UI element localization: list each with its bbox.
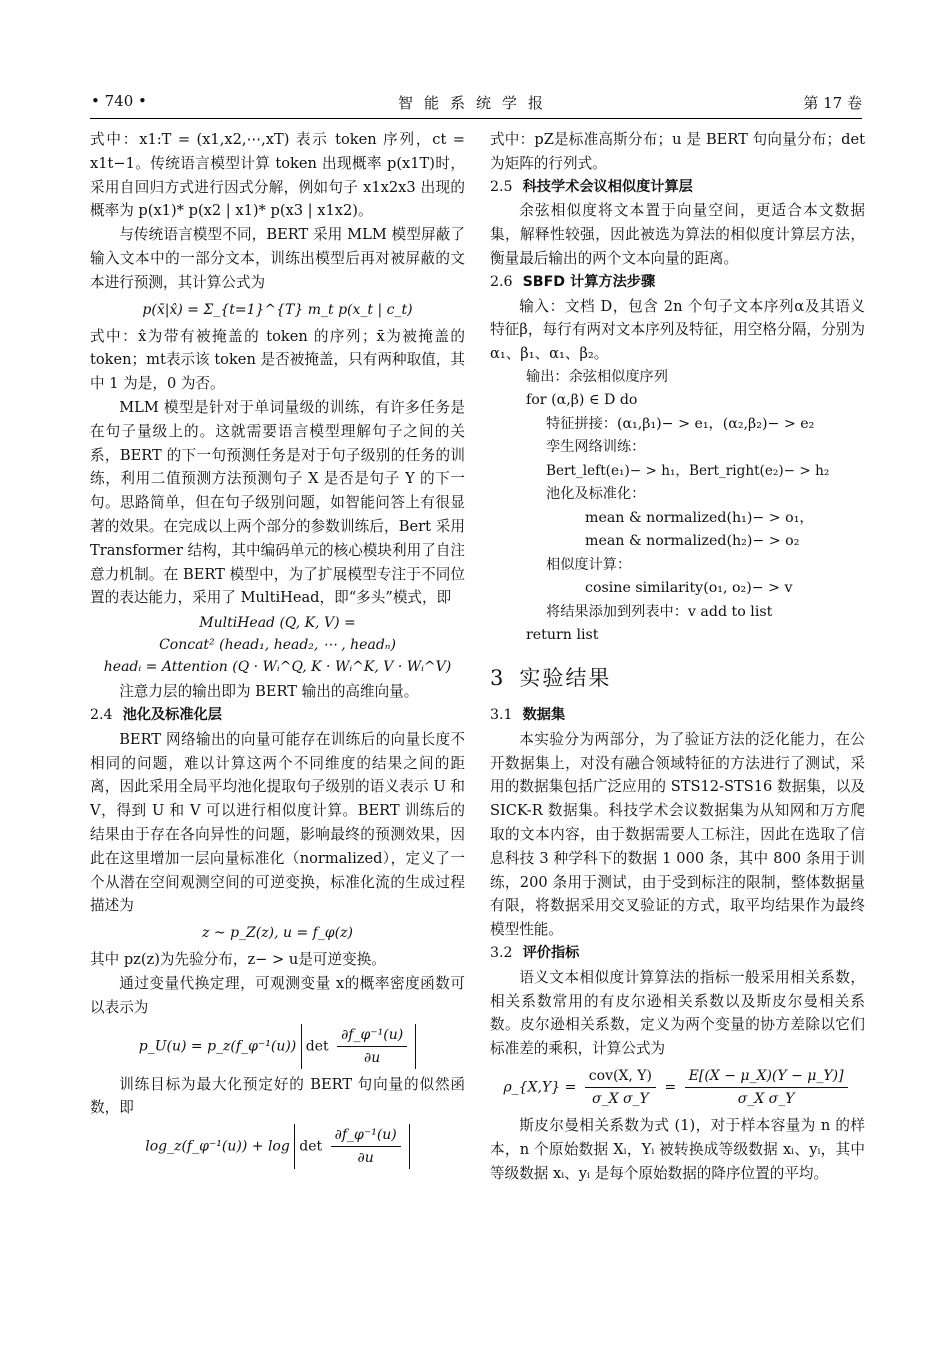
denominator: ∂u [357, 1150, 374, 1167]
paragraph: 注意力层的输出即为 BERT 输出的高维向量。 [119, 683, 419, 701]
equation-lhs: log_z(f_φ⁻¹(u)) + log [145, 1138, 290, 1155]
paragraph: BERT 网络输出的向量可能存在训练后的向量长度不相同的问题，难以计算这两个不同维度的结果之间的距离，因此采用全局平均池化提取句子级别的语义表示 U 和 V，得到 U 和 V 可以进行相似度计算。BERT 训练后的结果由于存在各向异性的问题，影响最终的预测效果，因此在这里增加一层向量标准化（normalized），定义了一个从潜在空间观测空间的可逆变换，标准化流的生成过程描述为 [90, 730, 465, 915]
algorithm-line: Bert_left(e₁)− > h₁，Bert_right(e₂)− > h₂ [546, 462, 830, 479]
fraction [337, 1024, 407, 1069]
numerator: E[(X − μ_X)(Y − μ_Y)] [685, 1065, 848, 1088]
journal-title: 智能系统学报 [397, 94, 554, 112]
section-number: 2.4 [90, 706, 113, 723]
chapter-number: 3 [490, 665, 506, 690]
algorithm-line: 池化及标准化： [546, 486, 646, 503]
paragraph: 训练目标为最大化预定好的 BERT 句向量的似然函数，即 [90, 1075, 465, 1117]
equation-line: MultiHead (Q, K, V) = [199, 615, 356, 632]
equation: z ~ p_Z(z), u = f_φ(z) [202, 925, 353, 942]
right-column [490, 128, 865, 1185]
section-number: 3.2 [490, 944, 513, 961]
numerator: cov(X, Y) [585, 1065, 656, 1088]
denominator: σ_X σ_Y [737, 1090, 795, 1107]
section-heading [490, 176, 865, 200]
equation [490, 1065, 865, 1110]
section-heading [490, 942, 865, 966]
paragraph: 式中：x̂为带有被掩盖的 token 的序列；x̄为被掩盖的 token；mt表示该 token 是否被掩盖，只有两种取值，其中 1 为是，0 为否。 [90, 327, 465, 393]
algorithm-line: 将结果添加到列表中：v add to list [546, 603, 773, 620]
header-rule [90, 118, 862, 119]
algorithm-line: return list [526, 627, 599, 644]
equation-line: headᵢ = Attention (Q · Wᵢ^Q, K · Wᵢ^K, V · Wᵢ^V) [103, 659, 452, 676]
section-title: 池化及标准化层 [122, 706, 222, 723]
paragraph: 与传统语言模型不同，BERT 采用 MLM 模型屏蔽了输入文本中的一部分文本，训练出模型后再对被屏蔽的文本进行预测，其计算公式为 [90, 226, 465, 291]
equation: p(x̄|x̂) = Σ_{t=1}^{T} m_t p(x_t | c_t) [142, 301, 413, 318]
numerator: ∂f_φ⁻¹(u) [337, 1024, 407, 1047]
fraction [331, 1124, 401, 1169]
equation-lhs: p_U(u) = p_z(f_φ⁻¹(u)) [138, 1038, 297, 1054]
section-title: 评价指标 [522, 944, 580, 961]
algorithm-line: mean & normalized(h₁)− > o₁， [585, 509, 814, 526]
algorithm-line: mean & normalized(h₂)− > o₂ [585, 533, 800, 550]
volume-label: 第 17 卷 [803, 94, 862, 112]
determinant [294, 1124, 410, 1169]
left-column [90, 128, 465, 1173]
equation [90, 1024, 465, 1069]
algorithm-line: for (α,β) ∈ D do [526, 392, 638, 409]
chapter-title: 实验结果 [519, 665, 612, 690]
algorithm-line: 孪生网络训练： [546, 439, 646, 456]
chapter-heading [490, 662, 865, 694]
section-number: 3.1 [490, 706, 513, 723]
paragraph: 其中 pz(z)为先验分布，z− > u是可逆变换。 [90, 951, 386, 969]
equation-lhs: ρ_{X,Y} = [503, 1079, 577, 1096]
equals-sign: = [664, 1079, 677, 1096]
fraction [585, 1065, 656, 1110]
denominator: σ_X σ_Y [592, 1090, 649, 1107]
page-number: • 740 • [91, 92, 147, 110]
section-title: 数据集 [522, 706, 566, 723]
paragraph: 通过变量代换定理，可观测变量 x的概率密度函数可以表示为 [90, 974, 465, 1016]
fraction [685, 1065, 848, 1110]
section-heading [90, 704, 465, 728]
denominator: ∂u [364, 1049, 381, 1066]
algorithm-line: 相似度计算： [546, 556, 632, 573]
equation [90, 1124, 465, 1169]
algorithm-line: 特征拼接：(α₁,β₁)− > e₁，(α₂,β₂)− > e₂ [546, 415, 815, 432]
algorithm-line: 输出：余弦相似度序列 [526, 368, 668, 385]
equation-line: Concat² (head₁, head₂, ⋯ , headₙ) [159, 637, 396, 654]
det-label: det [305, 1038, 329, 1054]
paragraph: 式中：pZ是标准高斯分布；u 是 BERT 句向量分布；det 为矩阵的行列式。 [490, 131, 865, 172]
paragraph: 斯皮尔曼相关系数为式 (1)，对于样本容量为 n 的样本，n 个原始数据 Xᵢ，Yᵢ 被转换成等级数据 xᵢ、yᵢ，其中等级数据 xᵢ、yᵢ 是每个原始数据的降序位置的平均。 [490, 1116, 865, 1182]
determinant [301, 1024, 417, 1069]
section-heading [490, 704, 865, 728]
paragraph: 余弦相似度将文本置于向量空间，更适合本文数据集，解释性较强，因此被选为算法的相似度计算层方法，衡量最后输出的两个文本向量的距离。 [490, 202, 865, 267]
paragraph: 式中：x1:T = (x1,x2,⋯,xT) 表示 token 序列，ct = x1t−1。传统语言模型计算 token 出现概率 p(x1T)时，采用自回归方式进行因式分解，例如句子 x1x2x3 出现的概率为 p(x1)* p(x2 | x1)* p(x3 | x1x2)。 [90, 131, 465, 220]
paragraph: 输入：文档 D，包含 2n 个句子文本序列α及其语义特征β，每行有两对文本序列及特征，用空格分隔，分别为α₁、β₁、α₁、β₂。 [490, 297, 865, 363]
det-label: det [299, 1138, 323, 1155]
numerator: ∂f_φ⁻¹(u) [331, 1124, 401, 1147]
section-number: 2.5 [490, 178, 513, 195]
section-number: 2.6 [490, 273, 513, 290]
section-title: 科技学术会议相似度计算层 [522, 178, 693, 195]
paragraph: 语义文本相似度计算算法的指标一般采用相关系数，相关系数常用的有皮尔逊相关系数以及斯皮尔曼相关系数。皮尔逊相关系数，定义为两个变量的协方差除以它们标准差的乘积，计算公式为 [490, 968, 865, 1058]
section-title: SBFD 计算方法步骤 [522, 273, 656, 290]
algorithm-line: cosine similarity(o₁, o₂)− > v [585, 580, 793, 597]
paragraph: 本实验分为两部分，为了验证方法的泛化能力，在公开数据集上，对没有融合领域特征的方法进行了测试，采用的数据集包括广泛应用的 STS12-STS16 数据集，以及 SICK-R 数据集。科技学术会议数据集为从知网和万方爬取的文本内容，由于数据需要人工标注，因此在选取了信息科技 3 种学科下的数据 1 000 条，其中 800 条用于训练，200 条用于测试，由于受到标注的限制，整体数据量有限，将数据采用交叉验证的方式，取平均结果作为最终模型性能。 [490, 730, 865, 939]
section-heading [490, 271, 865, 295]
paragraph: MLM 模型是针对于单词量级的训练，有许多任务是在句子量级上的。这就需要语言模型理解句子之间的关系，BERT 的下一句预测任务是对于句子级别的任务的训练，利用二值预测方法预测句子 X 是否是句子 Y 的下一句。思路简单，但在句子级别问题，如智能问答上有很显著的效果。在完成以上两个部分的参数训练后，Bert 采用 Transformer 结构，其中编码单元的核心模块利用了自注意力机制。在 BERT 模型中，为了扩展模型专注于不同位置的表达能力，采用了 MultiHead，即“多头”模式，即 [90, 398, 465, 607]
